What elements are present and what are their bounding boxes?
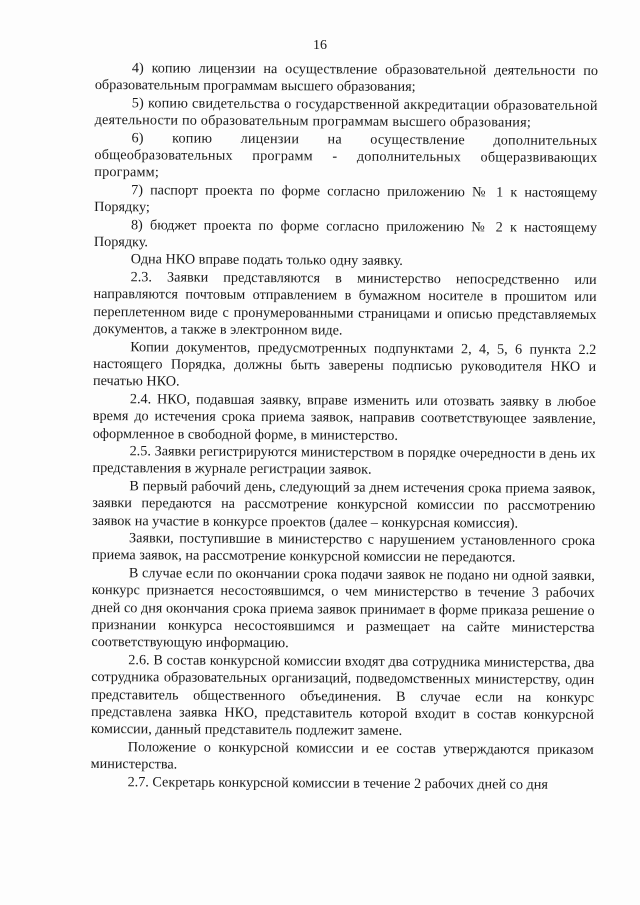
paragraph-2-4: 2.4. НКО, подавшая заявку, вправе изменить или отозвать заявку в любое время до истечения срока приема заявок, направив соответствующее заявление, оформленное в свободной форме, в министерство. <box>92 390 596 444</box>
paragraph-item-5: 5) копию свидетельства о государственной аккредитации образовательной деятельности по образовательным программам высшего образования; <box>94 95 598 131</box>
paragraph-first-working-day: В первый рабочий день, следующий за днем истечения срока приема заявок, заявки передаются на рассмотрение конкурсной комиссии по рассмотрению заявок на участие в конкурсе проектов (далее – конкурсная комиссия). <box>92 477 596 532</box>
paragraph-2-5: 2.5. Заявки регистрируются министерством в порядке очередности в день их представления в журнале регистрации заявок. <box>92 443 596 479</box>
paragraph-late-applications: Заявки, поступившие в министерство с нарушением установленного срока приема заявок, на рассмотрение конкурсной комиссии не передаются. <box>91 530 596 566</box>
paragraph-item-6: 6) копию лицензии на осуществление дополнительных общеобразовательных программ - дополнительных общеразвивающих программ; <box>94 129 598 181</box>
paragraph-item-4: 4) копию лицензии на осуществление образовательной деятельности по образовательным программам высшего образования; <box>94 60 598 96</box>
paragraph-copies: Копии документов, предусмотренных подпунктами 2, 4, 5, 6 пункта 2.2 настоящего Порядка, должны быть заверены подписью руководителя НКО и печатью НКО. <box>92 338 597 390</box>
page-number: 16 <box>313 38 327 53</box>
paragraph-2-3: 2.3. Заявки представляются в министерство непосредственно или направляются почтовым отправлением в бумажном носителе в прошитом или переплетенном виде с пронумерованными страницами и описью представляемых документов, а также в электронном виде. <box>93 269 597 339</box>
paragraph-item-7: 7) паспорт проекта по форме согласно приложению № 1 к настоящему Порядку; <box>94 182 598 216</box>
paragraph-2-7: 2.7. Секретарь конкурсной комиссии в течение 2 рабочих дней со дня <box>127 773 548 793</box>
paragraph-no-applications: В случае если по окончании срока подачи заявок не подано ни одной заявки, конкурс признается несостоявшимся, о чем министерство в течение 3 рабочих дней со дня окончания срока приема заявок принимает в форме приказа решение о признании конкурса несостоявшимся и размещает на сайте министерства соответствующую информацию. <box>91 564 595 652</box>
document-body <box>91 60 598 794</box>
paragraph-2-6: 2.6. В состав конкурсной комиссии входят два сотрудника министерства, два сотрудника образовательных организаций, подведомственных министерству, один представитель общественного объединения. В случае если на конкурс представлена заявка НКО, представитель которой входит в состав конкурсной комиссии, данный представитель подлежит замене. <box>90 652 595 740</box>
paragraph-one-application: Одна НКО вправе подать только одну заявку. <box>130 251 403 270</box>
paragraph-commission-regulation: Положение о конкурсной комиссии и ее состав утверждаются приказом министерства. <box>90 739 594 773</box>
paragraph-item-8: 8) бюджет проекта по форме согласно приложению № 2 к настоящему Порядку. <box>93 216 598 251</box>
